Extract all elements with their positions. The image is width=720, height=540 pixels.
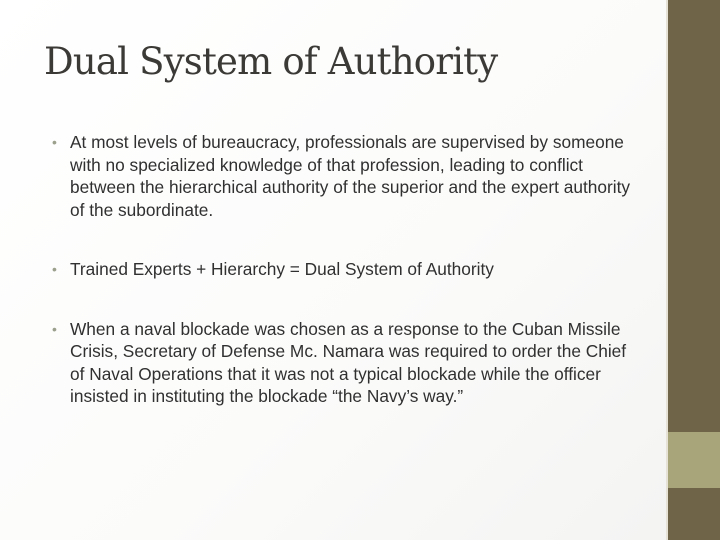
bullet-list (52, 131, 642, 408)
bullet-dot-icon: • (52, 261, 57, 277)
bullet-text: At most levels of bureaucracy, professionals are supervised by someone with no specialized knowledge of that profession, leading to conflict between the hierarchical authority of the superior and the expert authority of the subordinate. (70, 132, 631, 220)
bullet-text: When a naval blockade was chosen as a response to the Cuban Missile Crisis, Secretary of Defense Mc. Namara was required to order the Chief of Naval Operations that it was not a typical blockade while the officer insisted in instituting the blockade “the Navy’s way.” (70, 318, 627, 406)
bullet-dot-icon: • (52, 320, 57, 337)
bullet-item (52, 258, 642, 281)
bullet-dot-icon: • (52, 134, 57, 150)
slide-title: Dual System of Authority (44, 40, 498, 83)
bullet-item (52, 131, 642, 221)
sidebar-accent-block (668, 432, 720, 488)
bullet-item (52, 318, 642, 408)
bullet-text: Trained Experts + Hierarchy = Dual System of Authority (70, 259, 494, 279)
